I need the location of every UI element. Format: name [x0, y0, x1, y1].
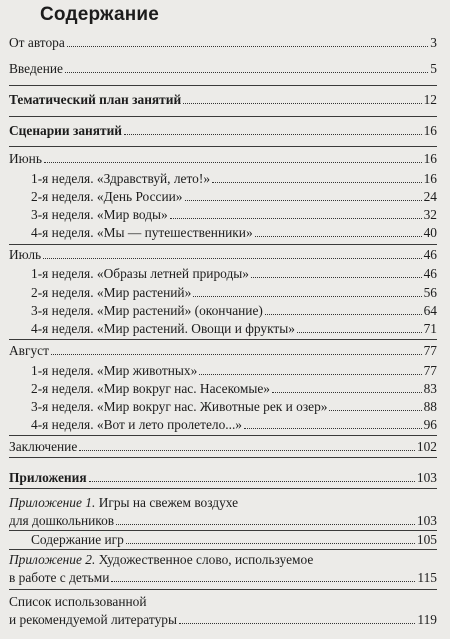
toc-entry-label: 4-я неделя. «Мир растений. Овощи и фрукты» — [31, 321, 295, 336]
toc-entry-page: 56 — [423, 285, 437, 300]
toc-entry-page: 40 — [423, 225, 437, 240]
section-divider — [9, 488, 437, 489]
toc-entry-label: Тематический план занятий — [9, 92, 182, 107]
toc-section[interactable] — [9, 470, 437, 486]
toc-entry-label: Игры на свежем воздухе — [98, 495, 239, 510]
dot-leader — [79, 450, 415, 451]
toc-entry[interactable] — [31, 417, 437, 433]
toc-entry[interactable] — [31, 381, 437, 397]
toc-entry-label: Художественное слово, используемое — [98, 552, 314, 567]
toc-entry-page: 119 — [417, 612, 437, 627]
toc-entry-label: Июль — [9, 247, 42, 262]
toc-entry-label: 1-я неделя. «Образы летней природы» — [31, 266, 249, 281]
dot-leader — [51, 354, 422, 355]
dot-leader — [111, 581, 415, 582]
toc-entry-page: 96 — [423, 417, 437, 432]
toc-entry-label: Содержание игр — [31, 532, 124, 547]
dot-leader — [44, 162, 422, 163]
dot-leader — [89, 481, 415, 482]
toc-entry-page: 32 — [423, 207, 437, 222]
toc-entry-label: Июнь — [9, 151, 42, 166]
toc-entry-label: 1-я неделя. «Здравствуй, лето!» — [31, 171, 211, 186]
section-divider — [9, 589, 437, 590]
toc-month[interactable] — [9, 151, 437, 167]
toc-month[interactable] — [9, 247, 437, 263]
dot-leader — [179, 623, 415, 624]
toc-entry-label: 2-я неделя. «День России» — [31, 189, 183, 204]
toc-entry-first-line[interactable] — [9, 495, 238, 511]
toc-entry-page: 12 — [423, 92, 437, 107]
dot-leader — [251, 277, 422, 278]
dot-leader — [43, 258, 421, 259]
toc-entry-page: 64 — [423, 303, 437, 318]
toc-entry-label: 3-я неделя. «Мир вокруг нас. Животные рек и озер» — [31, 399, 328, 414]
toc-entry-page: 71 — [423, 321, 437, 336]
section-divider — [9, 85, 437, 86]
toc-entry-page: 16 — [423, 123, 437, 138]
toc-section[interactable] — [9, 92, 437, 108]
toc-entry-page: 46 — [423, 266, 437, 281]
toc-entry-label: и рекомендуемой литературы — [9, 612, 177, 627]
section-divider — [9, 457, 437, 458]
toc-entry-label: Введение — [9, 61, 63, 76]
toc-entry[interactable] — [9, 612, 437, 628]
appendix-label: Приложение 2. — [9, 552, 96, 567]
section-divider — [9, 244, 437, 245]
dot-leader — [265, 314, 422, 315]
toc-entry-label: Сценарии занятий — [9, 123, 123, 138]
appendix-label: Приложение 1. — [9, 495, 96, 510]
section-divider — [9, 435, 437, 436]
dot-leader — [193, 296, 421, 297]
dot-leader — [255, 236, 422, 237]
toc-entry-label: 1-я неделя. «Мир животных» — [31, 363, 198, 378]
dot-leader — [67, 46, 428, 47]
toc-entry[interactable] — [31, 225, 437, 241]
toc-entry-label: 4-я неделя. «Вот и лето пролетело...» — [31, 417, 243, 432]
dot-leader — [297, 332, 422, 333]
toc-entry[interactable] — [31, 363, 437, 379]
toc-entry[interactable] — [31, 266, 437, 282]
dot-leader — [126, 543, 415, 544]
toc-entry[interactable] — [31, 303, 437, 319]
toc-entry[interactable] — [31, 399, 437, 415]
toc-entry[interactable] — [31, 285, 437, 301]
dot-leader — [244, 428, 422, 429]
toc-entry-label: 4-я неделя. «Мы — путешественники» — [31, 225, 253, 240]
section-divider — [9, 339, 437, 340]
toc-entry[interactable] — [31, 207, 437, 223]
toc-entry-page: 5 — [430, 61, 437, 76]
section-divider — [9, 146, 437, 147]
toc-entry-page: 105 — [416, 532, 437, 547]
toc-entry-first-line[interactable] — [9, 594, 147, 610]
toc-entry[interactable] — [31, 171, 437, 187]
toc-entry-label: для дошкольников — [9, 513, 115, 528]
toc-month[interactable] — [9, 343, 437, 359]
toc-entry-label: в работе с детьми — [9, 570, 110, 585]
toc-entry-page: 77 — [423, 363, 437, 378]
toc-entry-page: 3 — [430, 35, 437, 50]
toc-entry-page: 77 — [423, 343, 437, 358]
section-divider — [9, 549, 437, 550]
toc-entry-label: 3-я неделя. «Мир растений» (окончание) — [31, 303, 263, 318]
toc-entry[interactable] — [31, 321, 437, 337]
toc-entry-page: 88 — [423, 399, 437, 414]
toc-entry[interactable] — [9, 570, 437, 586]
page-title: Содержание — [40, 4, 160, 25]
toc-entry-page: 102 — [416, 439, 437, 454]
dot-leader — [272, 392, 422, 393]
dot-leader — [116, 524, 415, 525]
dot-leader — [329, 410, 421, 411]
toc-entry-page: 24 — [423, 189, 437, 204]
dot-leader — [185, 200, 422, 201]
toc-entry-page: 103 — [416, 513, 437, 528]
toc-entry-label: Август — [9, 343, 49, 358]
toc-entry-page: 16 — [423, 151, 437, 166]
toc-entry[interactable] — [9, 439, 437, 455]
toc-entry[interactable] — [9, 61, 437, 77]
toc-entry-label: 3-я неделя. «Мир воды» — [31, 207, 168, 222]
dot-leader — [170, 218, 422, 219]
toc-entry[interactable] — [9, 35, 437, 51]
toc-entry-label: Приложения — [9, 470, 87, 485]
dot-leader — [65, 72, 428, 73]
toc-entry[interactable] — [31, 189, 437, 205]
toc-entry-first-line[interactable] — [9, 552, 313, 568]
toc-entry-label: Заключение — [9, 439, 78, 454]
toc-entry-page: 46 — [423, 247, 437, 262]
toc-entry-page: 115 — [417, 570, 437, 585]
toc-entry[interactable] — [9, 513, 437, 529]
toc-entry-page: 103 — [416, 470, 437, 485]
toc-entry-page: 16 — [423, 171, 437, 186]
toc-section[interactable] — [9, 123, 437, 139]
section-divider — [9, 530, 437, 531]
toc-entry-label: 2-я неделя. «Мир вокруг нас. Насекомые» — [31, 381, 270, 396]
dot-leader — [212, 182, 422, 183]
toc-entry-page: 83 — [423, 381, 437, 396]
dot-leader — [183, 103, 421, 104]
toc-entry-label: 2-я неделя. «Мир растений» — [31, 285, 192, 300]
toc-entry[interactable] — [31, 532, 437, 548]
section-divider — [9, 116, 437, 117]
dot-leader — [199, 374, 421, 375]
toc-entry-label: От автора — [9, 35, 65, 50]
dot-leader — [124, 134, 422, 135]
toc-entry-label: Список использованной — [9, 594, 147, 609]
